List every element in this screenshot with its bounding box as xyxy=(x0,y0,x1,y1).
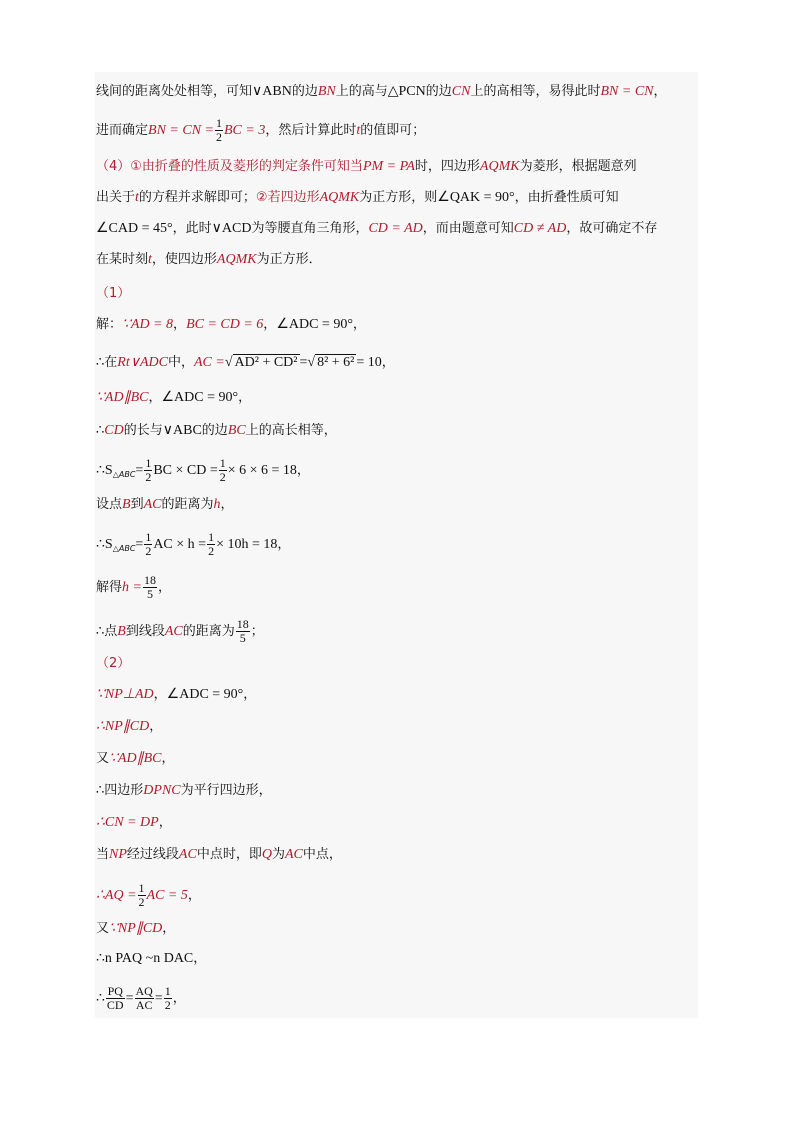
text: 线间的距离处处相等，可知 xyxy=(96,84,253,99)
numerator: 1 xyxy=(138,881,145,895)
text: ，此时 xyxy=(172,221,212,236)
text: ∴在 xyxy=(96,355,118,370)
text-line-17 xyxy=(96,655,130,673)
math: BN = CN = xyxy=(148,123,214,138)
text-line-14 xyxy=(96,531,290,558)
text-line-12 xyxy=(96,457,310,484)
math: = xyxy=(125,991,134,1006)
text: 的值即可； xyxy=(360,123,426,138)
math: BC = 3 xyxy=(223,123,266,138)
text-line-19 xyxy=(96,718,162,736)
fraction xyxy=(135,985,154,1012)
text-line-22 xyxy=(96,814,172,832)
math: BC × CD = xyxy=(153,463,218,478)
math: AC xyxy=(164,624,183,639)
text: ， xyxy=(381,355,395,370)
text: 的方程并求解即可； xyxy=(138,190,256,205)
fraction xyxy=(215,117,223,144)
math: ∠ADC = 90° xyxy=(161,390,239,405)
text: 的边 xyxy=(201,423,228,438)
text: 为正方形． xyxy=(256,252,322,267)
math: CD = AD xyxy=(368,221,423,236)
text: ∴四边形 xyxy=(96,783,144,798)
numerator: 1 xyxy=(219,456,226,470)
sqrt-radicand: 8² + 6² xyxy=(317,355,355,370)
math: ∵AD = 8 xyxy=(122,317,174,332)
text: ， xyxy=(220,497,234,512)
math: BN xyxy=(317,84,336,99)
text: 上的高相等，易得此时 xyxy=(470,84,601,99)
text-line-13 xyxy=(96,496,234,514)
text: 出关于 xyxy=(96,190,136,205)
math: PM = PA xyxy=(362,159,415,174)
math: ∴n PAQ ~n DAC xyxy=(96,951,194,966)
text: ， xyxy=(238,390,252,405)
numerator: AQ xyxy=(135,984,153,998)
text-line-5 xyxy=(96,220,657,238)
text: ， xyxy=(653,84,667,99)
text-line-26 xyxy=(96,950,206,968)
text: ∴ xyxy=(96,423,105,438)
text: ，使四边形 xyxy=(151,252,217,267)
fraction xyxy=(106,985,125,1012)
math: DPNC xyxy=(143,783,181,798)
numerator: 1 xyxy=(145,456,152,470)
math: ∴CN = DP xyxy=(96,815,159,830)
text: ， xyxy=(149,719,163,734)
math: AC = xyxy=(194,355,225,370)
math: × 6 × 6 = 18 xyxy=(227,463,297,478)
denominator: 2 xyxy=(208,544,215,558)
math: B xyxy=(122,497,131,512)
text: ，而由题意可知 xyxy=(422,221,514,236)
text-line-27 xyxy=(96,985,186,1012)
text-line-11 xyxy=(96,422,337,440)
math: = xyxy=(135,463,144,478)
text: ， xyxy=(173,317,187,332)
math: CN xyxy=(451,84,471,99)
math: ∠QAK = 90° xyxy=(437,190,515,205)
math: Q xyxy=(261,847,272,862)
math: BC = CD = 6 xyxy=(186,317,264,332)
text: 为菱形，根据题意列 xyxy=(519,159,637,174)
math: ∵NP∥CD xyxy=(109,921,163,936)
text: ，由折叠性质可知 xyxy=(514,190,619,205)
math: BC xyxy=(227,423,246,438)
math: AC = 5 xyxy=(146,888,188,903)
text: 的距离为 xyxy=(161,497,214,512)
text-line-16 xyxy=(96,618,264,645)
math: ∴ xyxy=(96,991,105,1006)
math: ∵AD∥BC xyxy=(109,751,162,766)
text-line-18 xyxy=(96,686,256,704)
math: h = xyxy=(122,580,142,595)
text: 为平行四边形， xyxy=(180,783,272,798)
math: CD xyxy=(104,423,124,438)
math: ∠ADC = 90° xyxy=(166,687,244,702)
text: 的边 xyxy=(291,84,318,99)
math: ∴S xyxy=(96,537,113,552)
numerator: 1 xyxy=(215,116,222,130)
text: 解： xyxy=(96,317,123,332)
text: 的长与 xyxy=(123,423,163,438)
denominator: 2 xyxy=(219,470,226,484)
math: CD ≠ AD xyxy=(513,221,567,236)
fraction xyxy=(138,882,146,909)
math: t xyxy=(148,252,152,267)
math: ∠CAD = 45° xyxy=(96,221,173,236)
text: 中点时，即 xyxy=(196,847,262,862)
denominator: 2 xyxy=(215,130,222,144)
text: 进而确定 xyxy=(96,123,149,138)
math: △PCN xyxy=(387,84,426,99)
text-line-20 xyxy=(96,750,175,768)
denominator: 2 xyxy=(164,998,171,1012)
text: 的边 xyxy=(425,84,452,99)
fraction xyxy=(164,985,172,1012)
text: ①由折叠的性质及菱形的判定条件可知当 xyxy=(130,159,363,174)
text: ， xyxy=(157,580,171,595)
text: 上的高与 xyxy=(335,84,388,99)
math: AQMK xyxy=(216,252,257,267)
text-line-23 xyxy=(96,846,342,864)
numerator: 18 xyxy=(236,617,249,631)
text-line-9 xyxy=(96,354,395,372)
sqrt-sign: √ xyxy=(307,355,316,370)
math: AC × h = xyxy=(153,537,207,552)
text-line-24 xyxy=(96,882,201,909)
fraction xyxy=(143,574,157,601)
math: ∴S xyxy=(96,463,113,478)
text: 的距离为 xyxy=(182,624,235,639)
math: ∨ABN xyxy=(252,84,292,99)
text: ， xyxy=(148,390,162,405)
fraction xyxy=(144,457,152,484)
math: AQMK xyxy=(319,190,360,205)
text: 在某时刻 xyxy=(96,252,149,267)
text: 中点， xyxy=(302,847,342,862)
text-line-1 xyxy=(96,83,667,101)
subscript: △ABC xyxy=(112,470,136,479)
math: ∨ABC xyxy=(162,423,202,438)
numerator: 1 xyxy=(208,530,215,544)
text-line-6 xyxy=(96,251,322,269)
subscript: △ABC xyxy=(112,544,136,553)
math: AC xyxy=(284,847,303,862)
text: ， xyxy=(187,888,201,903)
math: = xyxy=(135,537,144,552)
math: Rt∨ADC xyxy=(117,355,168,370)
math: ∠ADC = 90° xyxy=(276,317,353,332)
text: 解得 xyxy=(96,580,123,595)
part-label: （1） xyxy=(96,286,131,301)
math: B xyxy=(117,624,126,639)
text-line-21 xyxy=(96,782,272,800)
text: ， xyxy=(277,537,291,552)
math: t xyxy=(135,190,139,205)
numerator: 18 xyxy=(143,573,156,587)
numerator: 1 xyxy=(164,984,171,998)
denominator: 5 xyxy=(239,631,246,645)
denominator: CD xyxy=(106,998,124,1012)
text: ， xyxy=(193,951,207,966)
denominator: 2 xyxy=(138,895,145,909)
text: 为等腰直角三角形， xyxy=(251,221,369,236)
text: ，然后计算此时 xyxy=(265,123,357,138)
fraction xyxy=(219,457,227,484)
text: ， xyxy=(161,751,175,766)
denominator: 2 xyxy=(145,470,152,484)
text: 为 xyxy=(271,847,285,862)
text: ， xyxy=(172,991,186,1006)
math: AQMK xyxy=(479,159,520,174)
text: 到 xyxy=(130,497,144,512)
text: ∴点 xyxy=(96,624,118,639)
math: h xyxy=(213,497,221,512)
math: ∴AQ = xyxy=(96,888,137,903)
text: 经过线段 xyxy=(126,847,179,862)
text-line-15 xyxy=(96,574,171,601)
text: 设点 xyxy=(96,497,123,512)
math: = xyxy=(299,355,308,370)
math: AC xyxy=(178,847,197,862)
text: ； xyxy=(250,624,264,639)
math: BN = CN xyxy=(600,84,654,99)
text: 中， xyxy=(167,355,194,370)
text: 为正方形，则 xyxy=(359,190,438,205)
text-line-25 xyxy=(96,920,175,938)
text-line-10 xyxy=(96,389,251,407)
math: t xyxy=(356,123,361,138)
text: 又 xyxy=(96,921,110,936)
text-line-2 xyxy=(96,117,425,144)
text: 上的高长相等， xyxy=(245,423,337,438)
numerator: 1 xyxy=(145,530,152,544)
text: 到线段 xyxy=(125,624,165,639)
sqrt-radicand: AD² + CD² xyxy=(234,355,298,370)
math: ∵NP⊥AD xyxy=(96,687,154,702)
text: 当 xyxy=(96,847,110,862)
math: AC xyxy=(143,497,162,512)
text: ， xyxy=(352,317,366,332)
part-label: （4） xyxy=(96,159,131,174)
math: ∨ACD xyxy=(211,221,252,236)
denominator: 2 xyxy=(145,544,152,558)
text: ②若四边形 xyxy=(255,190,320,205)
denominator: AC xyxy=(135,998,153,1012)
text-line-8 xyxy=(96,316,366,334)
math: NP xyxy=(109,847,127,862)
text: ， xyxy=(158,815,172,830)
math: = 10 xyxy=(356,355,382,370)
text: ， xyxy=(263,317,277,332)
fraction xyxy=(207,531,215,558)
fraction xyxy=(144,531,152,558)
part-label: （2） xyxy=(96,656,131,671)
text-line-4 xyxy=(96,189,619,207)
fraction xyxy=(236,618,250,645)
numerator: PQ xyxy=(107,984,123,998)
denominator: 5 xyxy=(146,587,153,601)
text: ， xyxy=(296,463,310,478)
text-line-3 xyxy=(96,158,637,176)
text: ， xyxy=(243,687,257,702)
text: ， xyxy=(162,921,176,936)
math: × 10h = 18 xyxy=(216,537,278,552)
math: ∵AD∥BC xyxy=(96,390,149,405)
math: ∴NP∥CD xyxy=(96,719,150,734)
text-line-7 xyxy=(96,285,130,303)
math: = xyxy=(154,991,163,1006)
sqrt-sign: √ xyxy=(224,355,233,370)
text: ，故可确定不存 xyxy=(566,221,658,236)
text: 时，四边形 xyxy=(414,159,480,174)
text: 又 xyxy=(96,751,110,766)
text: ， xyxy=(153,687,167,702)
